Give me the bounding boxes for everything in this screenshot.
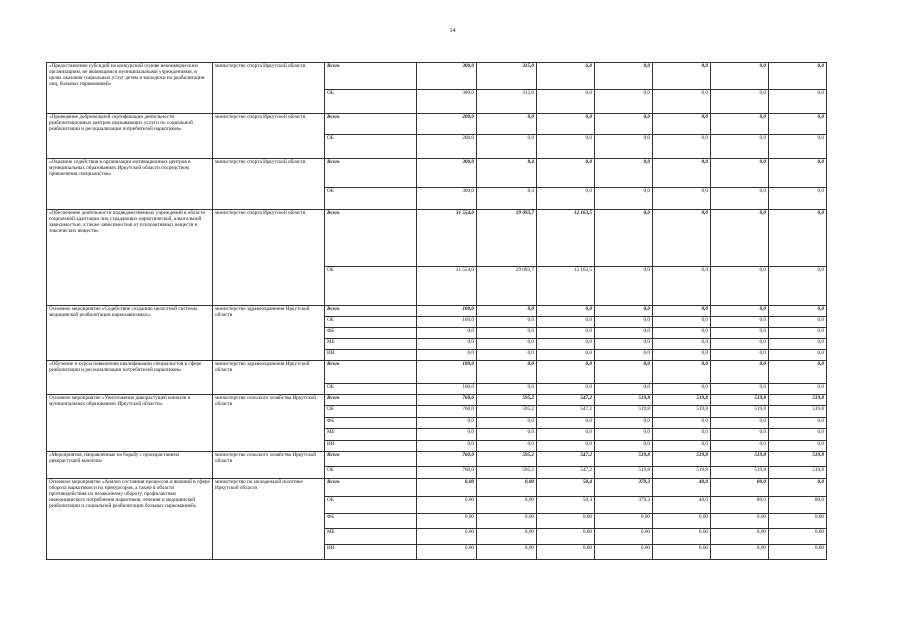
- amount-cell: 0,00: [769, 514, 827, 529]
- amount-cell: 0,0: [653, 350, 711, 361]
- amount-cell: 0,00: [769, 545, 827, 560]
- funding-source-cell: ОБ: [325, 90, 417, 114]
- funding-source-cell: ИИ: [325, 545, 417, 560]
- event-name-cell: «Оказание содействия в организации мотивационных центров в муниципальных образованиях Иркутской области посредством привлечения специалистов»: [47, 159, 213, 210]
- amount-cell: 0,0: [653, 188, 711, 210]
- amount-cell: 0,0: [537, 350, 595, 361]
- amount-cell: 0,0: [711, 135, 769, 159]
- event-name-cell: «Предоставление субсидий на конкурсной основе некоммерческим организациям, не являющимся муниципальными учреждениями, в целях оказания социальных услуг детям и молодежи по реабилитации лиц, больных наркоманией»: [47, 63, 213, 114]
- funding-source-cell: Всего: [325, 210, 417, 267]
- amount-cell: 0,0: [769, 306, 827, 317]
- amount-cell: 0,0: [711, 429, 769, 441]
- executor-cell: министерство спорта Иркутской области: [213, 63, 325, 114]
- executor-cell: министерство здравоохранения Иркутской области: [213, 361, 325, 395]
- table-row: [47, 210, 827, 267]
- amount-cell: 0,0: [711, 317, 769, 328]
- amount-cell: 0,0: [711, 328, 769, 339]
- amount-cell: 547,2: [537, 452, 595, 467]
- amount-cell: 300,0: [417, 159, 477, 188]
- funding-source-cell: Всего: [325, 361, 417, 384]
- amount-cell: 0,0: [769, 135, 827, 159]
- amount-cell: 0,0: [537, 441, 595, 452]
- amount-cell: 0,00: [653, 529, 711, 545]
- amount-cell: 0,00: [477, 514, 537, 529]
- event-name-cell: «Мероприятия, направленные на борьбу с произрастанием дикорастущей конопли»: [47, 452, 213, 479]
- amount-cell: 0,0: [711, 441, 769, 452]
- amount-cell: 0,0: [595, 135, 653, 159]
- amount-cell: 0,0: [477, 429, 537, 441]
- amount-cell: 0,0: [537, 429, 595, 441]
- funding-source-cell: ОБ: [325, 188, 417, 210]
- executor-cell: министерство сельского хозяйства Иркутской области: [213, 395, 325, 452]
- event-name-cell: Основное мероприятие «Анализ состояния процессов и явлений в сфере оборота наркотиков и их прекурсоров, а также в области противодействия их незаконному обороту, профилактики немедицинского потребления наркотиков, лечения и медицинской реабилитации и социальной реабилитации больных наркоманией»: [47, 479, 213, 560]
- amount-cell: 6,0: [537, 63, 595, 90]
- amount-cell: 200,0: [417, 135, 477, 159]
- amount-cell: 0,0: [537, 328, 595, 339]
- amount-cell: 0,0: [769, 210, 827, 267]
- funding-source-cell: ОБ: [325, 467, 417, 479]
- amount-cell: 519,8: [595, 395, 653, 406]
- amount-cell: 0,0: [711, 350, 769, 361]
- amount-cell: 0,0: [711, 339, 769, 350]
- page-number: 14: [449, 28, 456, 34]
- amount-cell: 0,0: [711, 267, 769, 306]
- amount-cell: 0,0: [653, 317, 711, 328]
- amount-cell: 0,0: [595, 306, 653, 317]
- amount-cell: 0,0: [711, 63, 769, 90]
- amount-cell: 0,0: [711, 418, 769, 429]
- funding-source-cell: ОБ: [325, 317, 417, 328]
- amount-cell: 0,0: [537, 90, 595, 114]
- amount-cell: 0,0: [653, 90, 711, 114]
- amount-cell: 0,0: [595, 328, 653, 339]
- table-row: [47, 306, 827, 317]
- funding-source-cell: МБ: [325, 429, 417, 441]
- amount-cell: 0,0: [477, 350, 537, 361]
- amount-cell: 0,0: [653, 418, 711, 429]
- amount-cell: 0,00: [417, 529, 477, 545]
- amount-cell: 80,0: [711, 497, 769, 514]
- amount-cell: 519,8: [653, 406, 711, 418]
- amount-cell: 0,0: [477, 441, 537, 452]
- amount-cell: 0,0: [537, 135, 595, 159]
- amount-cell: 519,8: [769, 452, 827, 467]
- amount-cell: 0,0: [769, 339, 827, 350]
- amount-cell: 0,0: [537, 114, 595, 135]
- amount-cell: 0,00: [711, 529, 769, 545]
- amount-cell: 0,0: [417, 339, 477, 350]
- amount-cell: 519,8: [769, 406, 827, 418]
- amount-cell: 0,0: [711, 90, 769, 114]
- amount-cell: 0,0: [537, 361, 595, 384]
- amount-cell: 0,0: [769, 267, 827, 306]
- amount-cell: 0,0: [417, 441, 477, 452]
- amount-cell: 0,0: [477, 384, 537, 395]
- amount-cell: 0,0: [653, 328, 711, 339]
- funding-source-cell: ФБ: [325, 418, 417, 429]
- amount-cell: 0,0: [537, 159, 595, 188]
- amount-cell: 379,3: [595, 479, 653, 497]
- amount-cell: 0,0: [537, 306, 595, 317]
- amount-cell: 0,0: [595, 210, 653, 267]
- amount-cell: 315,0: [477, 63, 537, 90]
- amount-cell: 0,00: [595, 514, 653, 529]
- amount-cell: 0,00: [595, 529, 653, 545]
- executor-cell: министерство сельского хозяйства Иркутской области: [213, 452, 325, 479]
- amount-cell: 0,0: [653, 441, 711, 452]
- amount-cell: 0,00: [711, 545, 769, 560]
- amount-cell: 0,00: [537, 545, 595, 560]
- event-name-cell: Основное мероприятие «Содействие созданию целостной системы медицинской реабилитации наркозависимых»: [47, 306, 213, 361]
- amount-cell: 300,0: [417, 188, 477, 210]
- amount-cell: 29 093,7: [477, 210, 537, 267]
- amount-cell: 0,00: [417, 514, 477, 529]
- amount-cell: 12 163,5: [537, 210, 595, 267]
- amount-cell: 0,0: [595, 90, 653, 114]
- funding-source-cell: МБ: [325, 339, 417, 350]
- funding-source-cell: ОБ: [325, 135, 417, 159]
- amount-cell: 0,0: [595, 361, 653, 384]
- event-name-cell: «Обучение и курсы повышения квалификации специалистов в сфере реабилитации и ресоциализации потребителей наркотиков»: [47, 361, 213, 395]
- amount-cell: 0,0: [653, 429, 711, 441]
- amount-cell: 0,00: [417, 497, 477, 514]
- amount-cell: 519,8: [711, 406, 769, 418]
- amount-cell: 300,0: [417, 90, 477, 114]
- amount-cell: 0,00: [477, 545, 537, 560]
- amount-cell: 50,4: [537, 497, 595, 514]
- amount-cell: 0,0: [653, 159, 711, 188]
- amount-cell: 0,0: [537, 384, 595, 395]
- amount-cell: 0,0: [595, 114, 653, 135]
- amount-cell: 0,0: [769, 418, 827, 429]
- amount-cell: 379,3: [595, 497, 653, 514]
- funding-source-cell: ОБ: [325, 384, 417, 395]
- amount-cell: 0,0: [537, 339, 595, 350]
- amount-cell: 595,2: [477, 452, 537, 467]
- budget-table: [46, 62, 827, 560]
- amount-cell: 519,8: [595, 467, 653, 479]
- amount-cell: 80,0: [769, 497, 827, 514]
- executor-cell: министерство по молодежной политике Иркутской области: [213, 479, 325, 560]
- amount-cell: 0,0: [537, 317, 595, 328]
- amount-cell: 100,0: [417, 317, 477, 328]
- funding-source-cell: ФБ: [325, 514, 417, 529]
- funding-source-cell: ОБ: [325, 406, 417, 418]
- table-row: [47, 63, 827, 90]
- event-name-cell: «Проведение добровольной сертификации деятельности реабилитационных центров оказывающих услуги по социальной реабилитации и ресоциализации потребителей наркотиков»: [47, 114, 213, 159]
- amount-cell: 0,0: [769, 441, 827, 452]
- amount-cell: 0,00: [537, 529, 595, 545]
- amount-cell: 0,0: [769, 188, 827, 210]
- executor-cell: министерство спорта Иркутской области: [213, 114, 325, 159]
- amount-cell: 0,0: [595, 317, 653, 328]
- amount-cell: 0,00: [595, 545, 653, 560]
- funding-source-cell: Всего: [325, 452, 417, 467]
- amount-cell: 0,0: [653, 63, 711, 90]
- amount-cell: 0,0: [711, 361, 769, 384]
- amount-cell: 0,00: [653, 514, 711, 529]
- amount-cell: 0,00: [417, 479, 477, 497]
- funding-source-cell: Всего: [325, 395, 417, 406]
- amount-cell: 29 093,7: [477, 267, 537, 306]
- amount-cell: 0,0: [711, 188, 769, 210]
- amount-cell: 760,0: [417, 406, 477, 418]
- table-row: [47, 452, 827, 467]
- amount-cell: 0,00: [769, 529, 827, 545]
- table-row: [47, 395, 827, 406]
- event-name-cell: «Обеспечение деятельности подведомственных учреждений в области социальной адаптации лиц страдающих наркотической, алкогольной зависимостью, а также зависимостью от психоактивных веществ и токсических веществ»: [47, 210, 213, 306]
- executor-cell: министерство спорта Иркутской области: [213, 159, 325, 210]
- funding-source-cell: Всего: [325, 63, 417, 90]
- funding-source-cell: Всего: [325, 306, 417, 317]
- amount-cell: 8,4: [477, 159, 537, 188]
- amount-cell: 0,0: [595, 267, 653, 306]
- amount-cell: 0,0: [417, 328, 477, 339]
- amount-cell: 100,0: [417, 306, 477, 317]
- amount-cell: 0,00: [653, 545, 711, 560]
- amount-cell: 0,0: [595, 441, 653, 452]
- funding-source-cell: Всего: [325, 114, 417, 135]
- amount-cell: 519,8: [711, 467, 769, 479]
- amount-cell: 595,2: [477, 467, 537, 479]
- funding-source-cell: ОБ: [325, 267, 417, 306]
- amount-cell: 300,0: [417, 63, 477, 90]
- amount-cell: 12 163,5: [537, 267, 595, 306]
- amount-cell: 0,0: [653, 306, 711, 317]
- amount-cell: 0,0: [769, 350, 827, 361]
- amount-cell: 0,00: [477, 479, 537, 497]
- amount-cell: 0,0: [477, 328, 537, 339]
- amount-cell: 40,0: [653, 497, 711, 514]
- amount-cell: 0,00: [477, 497, 537, 514]
- table-row: [47, 159, 827, 188]
- amount-cell: 760,0: [417, 467, 477, 479]
- amount-cell: 0,0: [711, 306, 769, 317]
- amount-cell: 0,0: [769, 361, 827, 384]
- amount-cell: 0,00: [711, 514, 769, 529]
- amount-cell: 0,0: [653, 210, 711, 267]
- amount-cell: 0,0: [711, 114, 769, 135]
- amount-cell: 0,0: [653, 384, 711, 395]
- amount-cell: 0,0: [769, 317, 827, 328]
- amount-cell: 0,0: [769, 114, 827, 135]
- amount-cell: 100,0: [417, 361, 477, 384]
- amount-cell: 547,2: [537, 395, 595, 406]
- amount-cell: 0,0: [595, 384, 653, 395]
- amount-cell: 0,0: [769, 384, 827, 395]
- amount-cell: 0,0: [477, 317, 537, 328]
- amount-cell: 0,0: [477, 135, 537, 159]
- amount-cell: 0,0: [417, 350, 477, 361]
- amount-cell: 0,0: [595, 188, 653, 210]
- amount-cell: 547,2: [537, 467, 595, 479]
- amount-cell: 760,0: [417, 395, 477, 406]
- amount-cell: 0,0: [595, 350, 653, 361]
- amount-cell: 0,0: [711, 210, 769, 267]
- amount-cell: 519,8: [595, 406, 653, 418]
- executor-cell: министерство здравоохранения Иркутской области: [213, 306, 325, 361]
- amount-cell: 519,8: [711, 452, 769, 467]
- amount-cell: 315,0: [477, 90, 537, 114]
- amount-cell: 0,0: [653, 135, 711, 159]
- amount-cell: 0,0: [417, 429, 477, 441]
- table-row: [47, 361, 827, 384]
- funding-source-cell: ОБ: [325, 497, 417, 514]
- amount-cell: 50,4: [537, 479, 595, 497]
- amount-cell: 519,8: [769, 467, 827, 479]
- amount-cell: 31 554,0: [417, 267, 477, 306]
- amount-cell: 80,0: [711, 479, 769, 497]
- amount-cell: 0,0: [477, 114, 537, 135]
- amount-cell: 0,0: [417, 418, 477, 429]
- amount-cell: 519,8: [711, 395, 769, 406]
- amount-cell: 519,8: [595, 452, 653, 467]
- amount-cell: 0,0: [653, 339, 711, 350]
- table-row: [47, 114, 827, 135]
- amount-cell: 0,0: [711, 159, 769, 188]
- amount-cell: 0,0: [595, 418, 653, 429]
- funding-source-cell: МБ: [325, 529, 417, 545]
- funding-source-cell: Всего: [325, 159, 417, 188]
- amount-cell: 0,0: [769, 328, 827, 339]
- amount-cell: 0,0: [595, 159, 653, 188]
- amount-cell: 200,0: [417, 114, 477, 135]
- amount-cell: 0,0: [711, 384, 769, 395]
- amount-cell: 0,0: [477, 361, 537, 384]
- amount-cell: 0,0: [653, 114, 711, 135]
- amount-cell: 31 554,0: [417, 210, 477, 267]
- amount-cell: 0,00: [477, 529, 537, 545]
- amount-cell: 8,4: [477, 188, 537, 210]
- amount-cell: 0,0: [653, 361, 711, 384]
- amount-cell: 0,0: [477, 306, 537, 317]
- amount-cell: 40,0: [653, 479, 711, 497]
- event-name-cell: Основное мероприятие «Уничтожение дикорастущей конопли в муниципальных образованиях Иркутской области»: [47, 395, 213, 452]
- funding-source-cell: ИИ: [325, 441, 417, 452]
- amount-cell: 519,8: [653, 467, 711, 479]
- amount-cell: 0,0: [477, 339, 537, 350]
- amount-cell: 760,0: [417, 452, 477, 467]
- amount-cell: 0,0: [595, 63, 653, 90]
- funding-source-cell: ИИ: [325, 350, 417, 361]
- amount-cell: 0,0: [769, 479, 827, 497]
- amount-cell: 0,0: [537, 418, 595, 429]
- amount-cell: 0,0: [769, 63, 827, 90]
- amount-cell: 0,0: [595, 429, 653, 441]
- amount-cell: 0,0: [653, 267, 711, 306]
- amount-cell: 0,0: [769, 90, 827, 114]
- amount-cell: 595,2: [477, 406, 537, 418]
- amount-cell: 519,8: [653, 452, 711, 467]
- amount-cell: 595,2: [477, 395, 537, 406]
- amount-cell: 519,8: [653, 395, 711, 406]
- amount-cell: 0,0: [477, 418, 537, 429]
- funding-source-cell: Всего: [325, 479, 417, 497]
- funding-source-cell: ФБ: [325, 328, 417, 339]
- amount-cell: 100,0: [417, 384, 477, 395]
- amount-cell: 547,2: [537, 406, 595, 418]
- table-row: [47, 479, 827, 497]
- amount-cell: 0,0: [537, 188, 595, 210]
- executor-cell: министерство спорта Иркутской области: [213, 210, 325, 306]
- amount-cell: 0,0: [769, 429, 827, 441]
- amount-cell: 519,8: [769, 395, 827, 406]
- amount-cell: 0,0: [769, 159, 827, 188]
- amount-cell: 0,00: [417, 545, 477, 560]
- amount-cell: 0,0: [595, 339, 653, 350]
- amount-cell: 0,00: [537, 514, 595, 529]
